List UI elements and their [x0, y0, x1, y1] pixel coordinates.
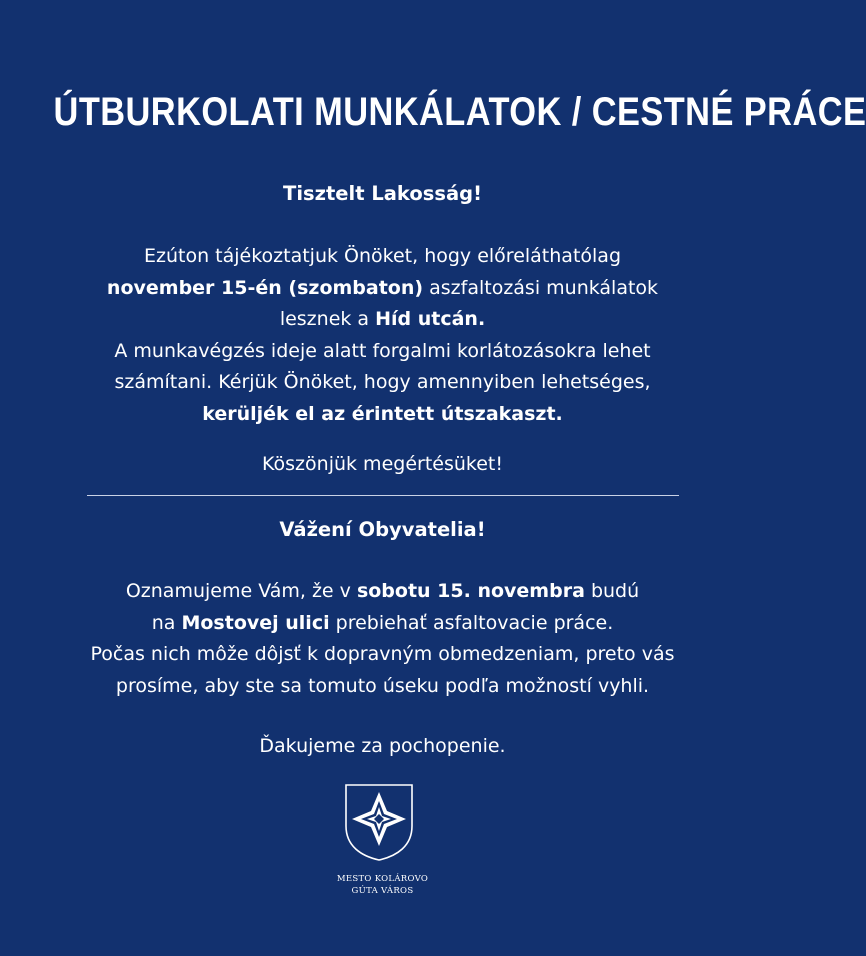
sk-line-2-rest: prebiehať asfaltovacie práce.	[329, 611, 614, 634]
sk-line-2	[40, 608, 725, 640]
hu-line-5: számítani. Kérjük Önöket, hogy amennyiben lehetséges,	[114, 371, 651, 393]
sk-date-bold: sobotu 15. novembra	[356, 580, 585, 602]
language-divider	[87, 495, 679, 496]
sk-line-1-rest: budú	[584, 580, 640, 602]
hu-line-4: A munkavégzés ideje alatt forgalmi korlátozásokra lehet	[114, 339, 651, 362]
page-title: ÚTBURKOLATI MUNKÁLATOK / CESTNÉ PRÁCE	[53, 90, 866, 134]
org-name-line-2: GÚTA VÁROS	[351, 886, 414, 896]
sk-greeting: Vážení Obyvatelia!	[279, 518, 486, 541]
sk-line-1-pre: Oznamujeme Vám, že v	[125, 580, 357, 602]
hu-line-1: Ezúton tájékoztatjuk Önöket, hogy előreláthatólag	[143, 245, 622, 267]
sk-line-1	[40, 576, 725, 608]
sk-street-bold: Mostovej ulici	[181, 611, 330, 634]
hu-line-2-rest: aszfaltozási munkálatok	[423, 276, 659, 299]
sk-thanks: Ďakujeme za pochopenie.	[259, 735, 506, 757]
org-name	[0, 873, 765, 897]
sk-line-3: Počas nich môže dôjsť k dopravným obmedzeniam, preto vás	[90, 643, 675, 665]
sk-greeting-block	[40, 514, 725, 546]
hu-line-3-pre: lesznek a	[279, 308, 376, 330]
sk-thanks-block	[40, 731, 725, 763]
hu-paragraph	[40, 241, 725, 430]
hu-line-2	[40, 273, 725, 305]
hu-street-bold: Híd utcán.	[375, 308, 486, 330]
hu-line-6: kerüljék el az érintett útszakaszt.	[202, 402, 563, 425]
hu-thanks-block	[40, 449, 725, 481]
sk-line-4: prosíme, aby ste sa tomuto úseku podľa možností vyhli.	[115, 674, 650, 697]
coat-of-arms-star-icon	[343, 782, 415, 862]
hu-greeting: Tisztelt Lakosság!	[283, 182, 482, 205]
sk-paragraph	[40, 576, 725, 702]
hu-greeting-block	[40, 178, 725, 210]
hu-thanks: Köszönjük megértésüket!	[262, 453, 503, 475]
org-name-line-1: MESTO KOLÁROVO	[336, 874, 429, 884]
hu-line-3	[40, 304, 725, 336]
hu-date-bold: november 15-én (szombaton)	[106, 276, 424, 299]
sk-line-2-pre: na	[151, 611, 182, 634]
